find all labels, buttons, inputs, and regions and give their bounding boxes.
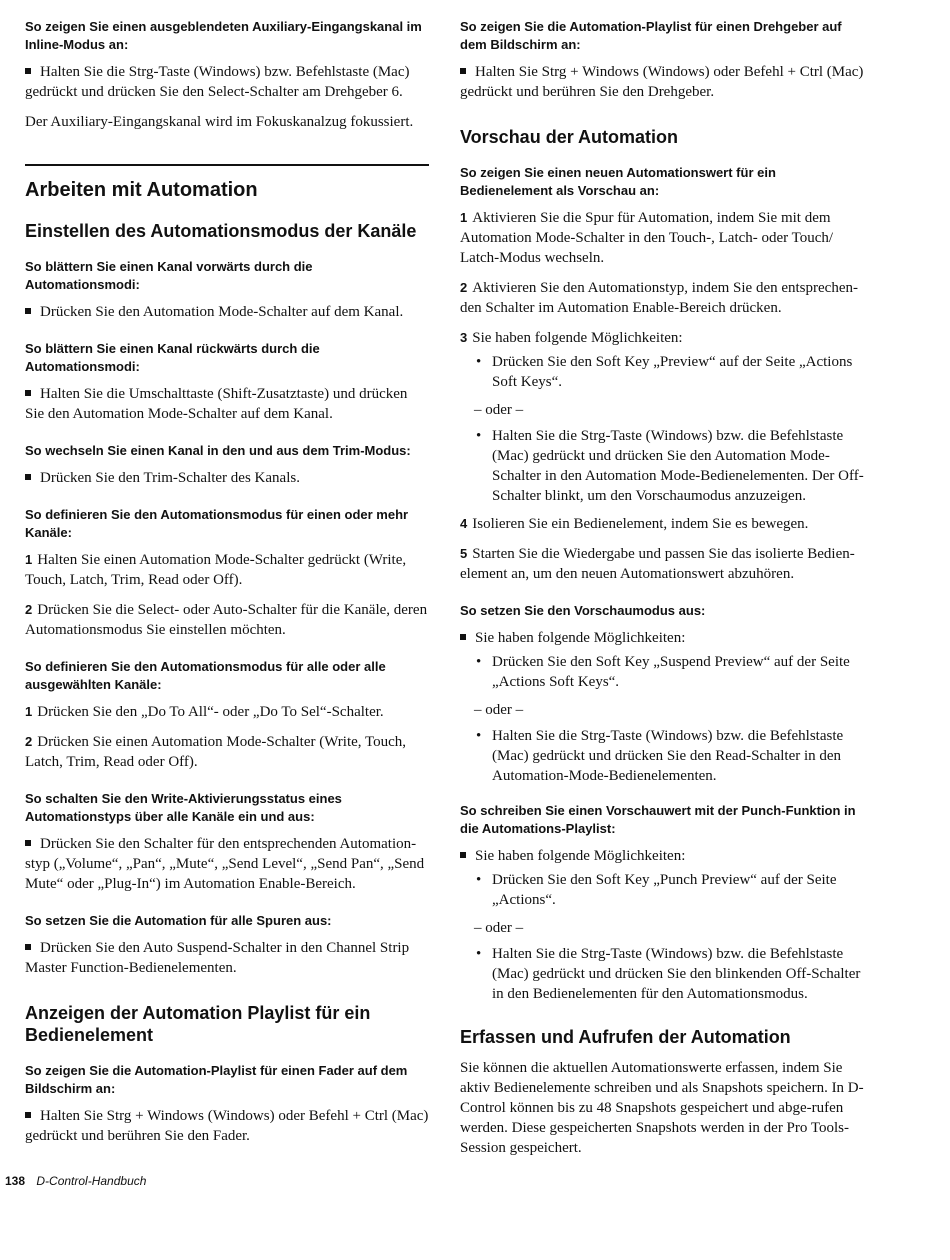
- bullet-item: Halten Sie die Umschalttaste (Shift-Zusatztaste) und drücken Sie den Automation Mode-Schalter auf dem Kanal.: [25, 384, 429, 424]
- numbered-step: [460, 208, 868, 268]
- bullet-item: Drücken Sie den Trim-Schalter des Kanals.: [25, 468, 429, 488]
- step-number: 4: [460, 516, 468, 531]
- numbered-step: [460, 278, 868, 318]
- bullet-item: Drücken Sie den Auto Suspend-Schalter in den Channel Strip Master Function-Bedienelementen.: [25, 938, 429, 978]
- task-heading: So zeigen Sie die Automation-Playlist für einen Drehgeber auf dem Bildschirm an:: [460, 19, 842, 52]
- task-heading: So schreiben Sie einen Vorschauwert mit der Punch-Funktion in die Automations-Playlist:: [460, 803, 856, 836]
- numbered-step: [460, 514, 868, 534]
- sub-bullet-item: • Halten Sie die Strg-Taste (Windows) bzw. die Befehlstaste (Mac) gedrückt und drücken Sie den Read-Schalter in den Automation-Mode-Bedienelementen.: [460, 726, 868, 786]
- task-heading: So setzen Sie den Vorschaumodus aus:: [460, 603, 706, 618]
- numbered-step: [25, 702, 429, 722]
- sub-bullet-item: • Halten Sie die Strg-Taste (Windows) bzw. die Befehlstaste (Mac) gedrückt und drücken Sie den blinkenden Off-Schalter in den Bedienelementen für den Automationsmodus.: [460, 944, 868, 1004]
- body-paragraph: Der Auxiliary-Eingangskanal wird im Fokuskanalzug fokussiert.: [25, 114, 414, 130]
- page-footer: [5, 1174, 146, 1188]
- bullet-item: Halten Sie die Strg-Taste (Windows) bzw. Befehlstaste (Mac) gedrückt und drücken Sie den Select-Schalter am Drehgeber 6.: [25, 62, 429, 102]
- task-heading: So definieren Sie den Automationsmodus für einen oder mehr Kanäle:: [25, 507, 409, 540]
- section-heading: Einstellen des Automationsmodus der Kanäle: [25, 221, 417, 241]
- numbered-step: [25, 600, 429, 640]
- alternative-separator: – oder –: [474, 920, 524, 936]
- right-column: [460, 18, 868, 1168]
- step-text: Drücken Sie einen Automation Mode-Schalter (Write, Touch, Latch, Trim, Read oder Off).: [25, 734, 407, 770]
- step-text: Starten Sie die Wiedergabe und passen Sie das isolierte Bedien-element an, um den neuen Automationswert abzuhören.: [460, 546, 855, 582]
- numbered-step: [460, 544, 868, 584]
- task-heading: So blättern Sie einen Kanal vorwärts durch die Automationsmodi:: [25, 259, 313, 292]
- alternative-separator: – oder –: [474, 402, 524, 418]
- step-number: 1: [460, 210, 468, 225]
- step-number: 2: [25, 734, 33, 749]
- step-number: 2: [25, 602, 33, 617]
- step-number: 1: [25, 552, 33, 567]
- numbered-step: [25, 550, 429, 590]
- numbered-step: [25, 732, 429, 772]
- alternative-separator: – oder –: [474, 702, 524, 718]
- step-number: 3: [460, 330, 468, 345]
- bullet-item: Sie haben folgende Möglichkeiten:: [460, 628, 868, 648]
- task-heading: So zeigen Sie einen neuen Automationswert für ein Bedienelement als Vorschau an:: [460, 165, 776, 198]
- sub-bullet-item: • Drücken Sie den Soft Key „Preview“ auf der Seite „Actions Soft Keys“.: [460, 352, 868, 392]
- bullet-item: Sie haben folgende Möglichkeiten:: [460, 846, 868, 866]
- bullet-item: Drücken Sie den Schalter für den entsprechenden Automation-styp („Volume“, „Pan“, „Mute“, „Send Level“, „Send Pan“, „Send Mute“ oder „Plug-In“) im Automation Enable-Bereich.: [25, 834, 429, 894]
- step-text: Sie haben folgende Möglichkeiten:: [472, 330, 683, 346]
- task-heading: So wechseln Sie einen Kanal in den und aus dem Trim-Modus:: [25, 443, 411, 458]
- step-text: Aktivieren Sie den Automationstyp, indem Sie den entsprechen-den Schalter im Automation Enable-Bereich drücken.: [460, 280, 858, 316]
- step-text: Aktivieren Sie die Spur für Automation, indem Sie mit dem Automation Mode-Schalter in den Touch-, Latch- oder Touch/ Latch-Modus wechseln.: [460, 210, 834, 266]
- step-text: Drücken Sie den „Do To All“- oder „Do To Sel“-Schalter.: [37, 704, 384, 720]
- bullet-item: Drücken Sie den Automation Mode-Schalter auf dem Kanal.: [25, 302, 429, 322]
- body-paragraph: Sie können die aktuellen Automationswerte erfassen, indem Sie aktiv Bedienelemente schreiben und als Snapshots speichern. In D-Control können bis zu 48 Snapshots gespeichert und abge-rufen werden. Diese gespeicherten Snapshots werden in der Pro Tools-Session gespeichert.: [460, 1060, 864, 1156]
- step-number: 1: [25, 704, 33, 719]
- left-column: [25, 18, 429, 1156]
- sub-bullet-item: • Halten Sie die Strg-Taste (Windows) bzw. die Befehlstaste (Mac) gedrückt und drücken Sie den Automation Mode-Schalter in den Automation Mode-Bedienelementen. Der Off-Schalter blinkt, um den Vorschaumodus anzuzeigen.: [460, 426, 868, 506]
- numbered-step: [460, 328, 868, 348]
- sub-bullet-item: • Drücken Sie den Soft Key „Punch Preview“ auf der Seite „Actions“.: [460, 870, 868, 910]
- page-number: 138: [5, 1174, 26, 1188]
- document-title: D-Control-Handbuch: [36, 1174, 147, 1188]
- task-heading: So setzen Sie die Automation für alle Spuren aus:: [25, 913, 332, 928]
- task-heading: So definieren Sie den Automationsmodus für alle oder alle ausgewählten Kanäle:: [25, 659, 386, 692]
- chapter-heading: Arbeiten mit Automation: [25, 179, 258, 201]
- step-number: 2: [460, 280, 468, 295]
- task-heading: So zeigen Sie einen ausgeblendeten Auxiliary-Eingangskanal im Inline-Modus an:: [25, 19, 422, 52]
- bullet-item: Halten Sie Strg + Windows (Windows) oder Befehl + Ctrl (Mac) gedrückt und berühren Sie den Fader.: [25, 1108, 429, 1144]
- bullet-item: Halten Sie Strg + Windows (Windows) oder Befehl + Ctrl (Mac) gedrückt und berühren Sie den Drehgeber.: [460, 62, 868, 102]
- step-text: Drücken Sie die Select- oder Auto-Schalter für die Kanäle, deren Automationsmodus Sie einstellen möchten.: [25, 602, 428, 638]
- section-rule: [25, 164, 429, 166]
- task-heading: So zeigen Sie die Automation-Playlist für einen Fader auf dem Bildschirm an:: [25, 1063, 408, 1096]
- task-heading: So blättern Sie einen Kanal rückwärts durch die Automationsmodi:: [25, 341, 320, 374]
- section-heading: Erfassen und Aufrufen der Automation: [460, 1027, 791, 1047]
- section-heading: Anzeigen der Automation Playlist für ein Bedienelement: [25, 1003, 371, 1045]
- step-text: Isolieren Sie ein Bedienelement, indem Sie es bewegen.: [472, 516, 809, 532]
- step-number: 5: [460, 546, 468, 561]
- section-heading: Vorschau der Automation: [460, 127, 679, 147]
- step-text: Halten Sie einen Automation Mode-Schalter gedrückt (Write, Touch, Latch, Trim, Read oder Off).: [25, 552, 407, 588]
- sub-bullet-item: • Drücken Sie den Soft Key „Suspend Preview“ auf der Seite „Actions Soft Keys“.: [460, 652, 868, 692]
- task-heading: So schalten Sie den Write-Aktivierungsstatus eines Automationstyps über alle Kanäle ein und aus:: [25, 791, 342, 824]
